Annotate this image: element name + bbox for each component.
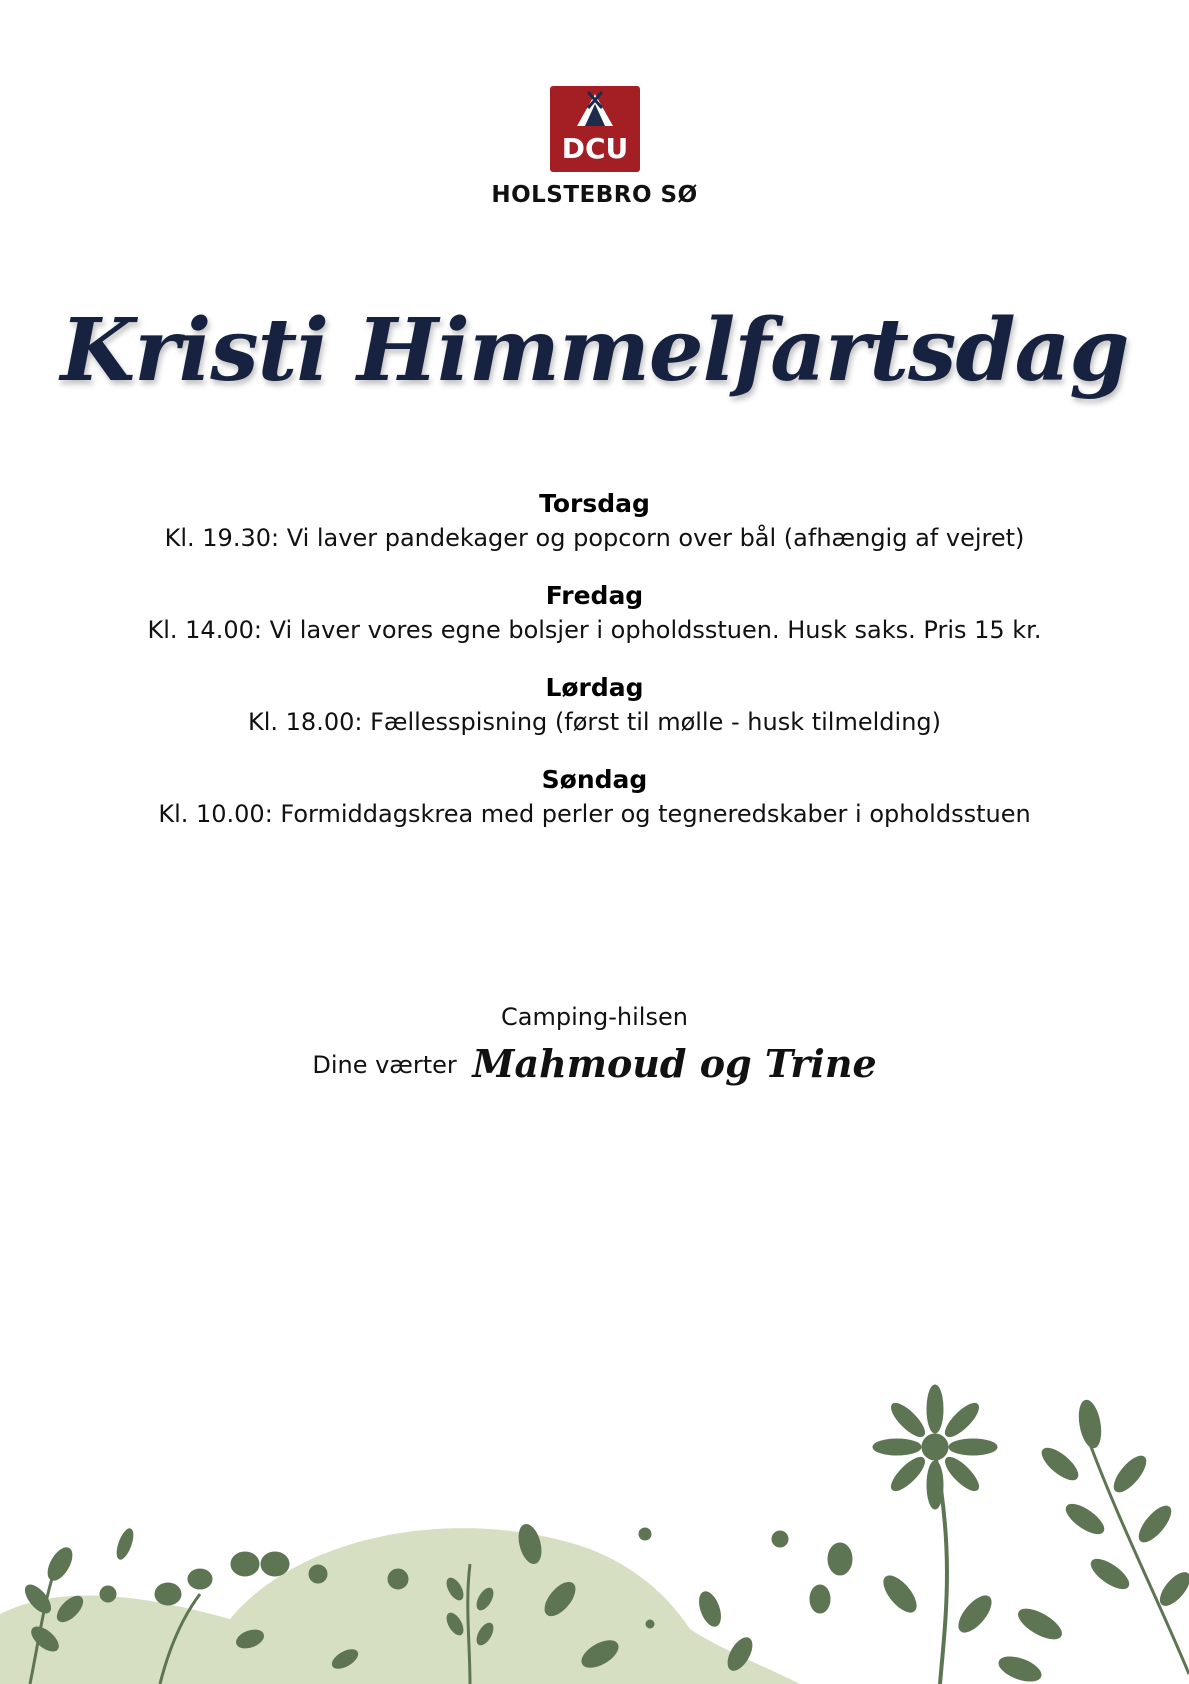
flower [100, 1586, 116, 1602]
petal [887, 1399, 929, 1441]
petal [941, 1399, 983, 1441]
flower [772, 1531, 788, 1547]
day-title: Lørdag [545, 673, 644, 702]
petal [927, 1461, 943, 1509]
logo-name: HOLSTEBRO SØ [491, 182, 698, 208]
day-text: Kl. 19.30: Vi laver pandekager og popcorn over bål (afhængig af vejret) [164, 524, 1025, 552]
signature-row [0, 1041, 1189, 1086]
signature: Mahmoud og Trine [472, 1041, 877, 1086]
schedule-day [0, 671, 1189, 739]
greeting-line: Camping-hilsen [501, 1003, 688, 1031]
leaf [1014, 1603, 1066, 1644]
petal [941, 1453, 983, 1495]
dot [646, 1620, 654, 1628]
leaf [695, 1589, 724, 1629]
leaf [1109, 1451, 1151, 1496]
flower [309, 1565, 327, 1583]
leaf [1076, 1399, 1104, 1450]
signature-prefix: Dine værter [312, 1051, 457, 1079]
greeting [0, 1000, 1189, 1085]
floral-decoration [0, 1384, 1189, 1684]
leaf [828, 1543, 852, 1575]
day-title: Torsdag [539, 489, 650, 518]
page-title: Kristi Himmelfartsdag [60, 300, 1129, 401]
petal [887, 1453, 929, 1495]
leaf [1087, 1554, 1133, 1594]
leaf [1062, 1499, 1108, 1539]
leaf [43, 1544, 77, 1584]
stem [1090, 1444, 1189, 1674]
schedule-day [0, 487, 1189, 555]
schedule-day [0, 579, 1189, 647]
flower-center [922, 1434, 948, 1460]
petal [949, 1439, 997, 1455]
dot [639, 1528, 651, 1540]
leaf [188, 1569, 212, 1589]
petal [873, 1439, 921, 1455]
leaf [1134, 1501, 1176, 1546]
logo-mark-text: DCU [561, 132, 628, 165]
leaf [155, 1583, 181, 1605]
petal [927, 1385, 943, 1433]
dcu-logo-mark [550, 86, 640, 172]
leaf [878, 1571, 922, 1618]
leaf [261, 1552, 289, 1576]
day-text: Kl. 10.00: Formiddagskrea med perler og tegneredskaber i opholdsstuen [158, 800, 1031, 828]
leaf [953, 1591, 997, 1638]
leaf [810, 1585, 830, 1613]
leaf [1155, 1568, 1189, 1610]
day-text: Kl. 18.00: Fællesspisning (først til mølle - husk tilmelding) [247, 708, 941, 736]
leaf [1037, 1443, 1082, 1485]
schedule [0, 487, 1189, 855]
leaf [996, 1652, 1044, 1684]
day-text: Kl. 14.00: Vi laver vores egne bolsjer i opholdsstuen. Husk saks. Pris 15 kr. [147, 616, 1042, 644]
flower [388, 1569, 408, 1589]
day-title: Fredag [545, 581, 644, 610]
leaf [231, 1552, 259, 1576]
schedule-day [0, 763, 1189, 831]
day-title: Søndag [541, 765, 648, 794]
leaf [114, 1527, 136, 1561]
logo [0, 86, 1189, 208]
